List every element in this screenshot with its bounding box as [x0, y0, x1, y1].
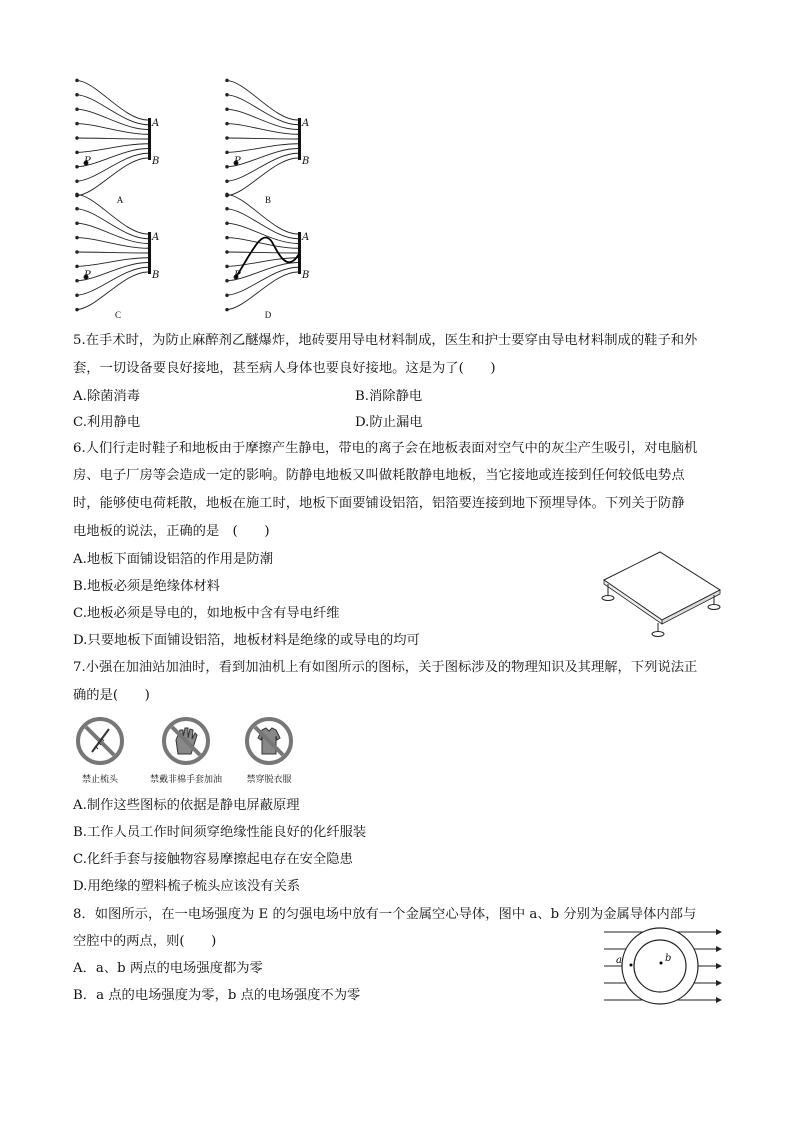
no-undressing-sign-icon: [244, 716, 294, 766]
q6-option-a[interactable]: A.地板下面铺设铝箔的作用是防潮: [73, 552, 273, 567]
q8-option-b[interactable]: B．a 点的电场强度为零，b 点的电场强度不为零: [73, 988, 361, 1003]
panel-a-caption: A: [116, 195, 124, 205]
q5-option-b[interactable]: B.消除静电: [355, 389, 423, 404]
panel-c-label-b: B: [152, 270, 160, 281]
antistatic-floor-illustration: [596, 550, 726, 640]
q5-option-d[interactable]: D.防止漏电: [355, 415, 423, 430]
panel-b-label-b: B: [302, 156, 310, 167]
panel-a-label-b: B: [152, 156, 160, 167]
q6-stem-line4: 电地板的说法，正确的是 ( ): [73, 524, 270, 539]
q6-option-d[interactable]: D.只要地板下面铺设铝箔，地板材料是绝缘的或导电的均可: [73, 633, 420, 648]
panel-a-label-p: P: [84, 156, 91, 167]
q5-stem-line1: 5.在手术时，为防止麻醉剂乙醚爆炸，地砖要用导电材料制成，医生和护士要穿由导电材料制成的鞋子和外: [73, 333, 698, 348]
panel-b-label-p: P: [234, 156, 241, 167]
panel-a-label-a: A: [152, 118, 160, 129]
panel-c-caption: C: [114, 310, 121, 320]
q6-stem-line1: 6.人们行走时鞋子和地板由于摩擦产生静电，带电的离子会在地板表面对空气中的灰尘产生吸引，对电脑机: [73, 441, 698, 456]
q7-stem-line2: 确的是( ): [73, 688, 150, 703]
panel-d-label-a: A: [302, 232, 310, 243]
q7-option-a[interactable]: A.制作这些图标的依据是静电屏蔽原理: [73, 798, 300, 813]
panel-c-label-p: P: [84, 270, 91, 281]
q6-option-b[interactable]: B.地板必须是绝缘体材料: [73, 579, 220, 594]
q5-option-a[interactable]: A.除菌消毒: [73, 389, 141, 404]
hollow-conductor-field-diagram: [602, 924, 722, 1009]
field-panel-d: [222, 212, 332, 307]
q6-stem-line3: 时，能够使电荷耗散，地板在施工时，地板下面要铺设铝箔，铝箔要连接到地下预埋导体。下列关于防静: [73, 496, 685, 511]
q8-fig-label-b: b: [665, 953, 672, 964]
q5-option-c[interactable]: C.利用静电: [73, 415, 141, 430]
field-panel-c: [72, 212, 182, 307]
panel-c-label-a: A: [152, 232, 160, 243]
q7-option-b[interactable]: B.工作人员工作时间须穿绝缘性能良好的化纤服装: [73, 825, 367, 840]
sign-label-no-gloves: 禁戴非棉手套加油: [149, 775, 222, 785]
panel-b-caption: B: [264, 195, 271, 205]
q8-stem-line2: 空腔中的两点，则( ): [73, 934, 217, 949]
field-panel-b: [222, 98, 332, 193]
q8-option-a[interactable]: A．a、b 两点的电场强度都为零: [73, 961, 263, 976]
field-panel-a: [72, 98, 182, 193]
panel-d-label-p: P: [234, 270, 241, 281]
sign-label-no-undressing: 禁穿脱衣服: [246, 775, 292, 785]
sign-label-no-combing: 禁止梳头: [81, 775, 118, 785]
q8-fig-label-a: a: [616, 955, 622, 966]
q7-stem-line1: 7.小强在加油站加油时，看到加油机上有如图所示的图标，关于图标涉及的物理知识及其理解，下列说法正: [73, 660, 698, 675]
q6-option-c[interactable]: C.地板必须是导电的，如地板中含有导电纤维: [73, 606, 340, 621]
panel-b-label-a: A: [302, 118, 310, 129]
q7-option-d[interactable]: D.用绝缘的塑料梳子梳头应该没有关系: [73, 879, 301, 894]
q8-stem-line1: 8．如图所示，在一电场强度为 E 的匀强电场中放有一个金属空心导体，图中 a、b 分别为金属导体内部与: [73, 907, 697, 922]
panel-d-label-b: B: [302, 270, 310, 281]
no-combing-sign-icon: [75, 716, 125, 766]
q5-stem-line2: 套，一切设备要良好接地，甚至病人身体也要良好接地。这是为了( ): [73, 361, 496, 376]
panel-d-caption: D: [264, 310, 272, 320]
no-gloves-sign-icon: [161, 716, 211, 766]
q6-stem-line2: 房、电子厂房等会造成一定的影响。防静电地板又叫做耗散静电地板，当它接地或连接到任何较低电势点: [73, 468, 685, 483]
q7-option-c[interactable]: C.化纤手套与接触物容易摩擦起电存在安全隐患: [73, 852, 353, 867]
